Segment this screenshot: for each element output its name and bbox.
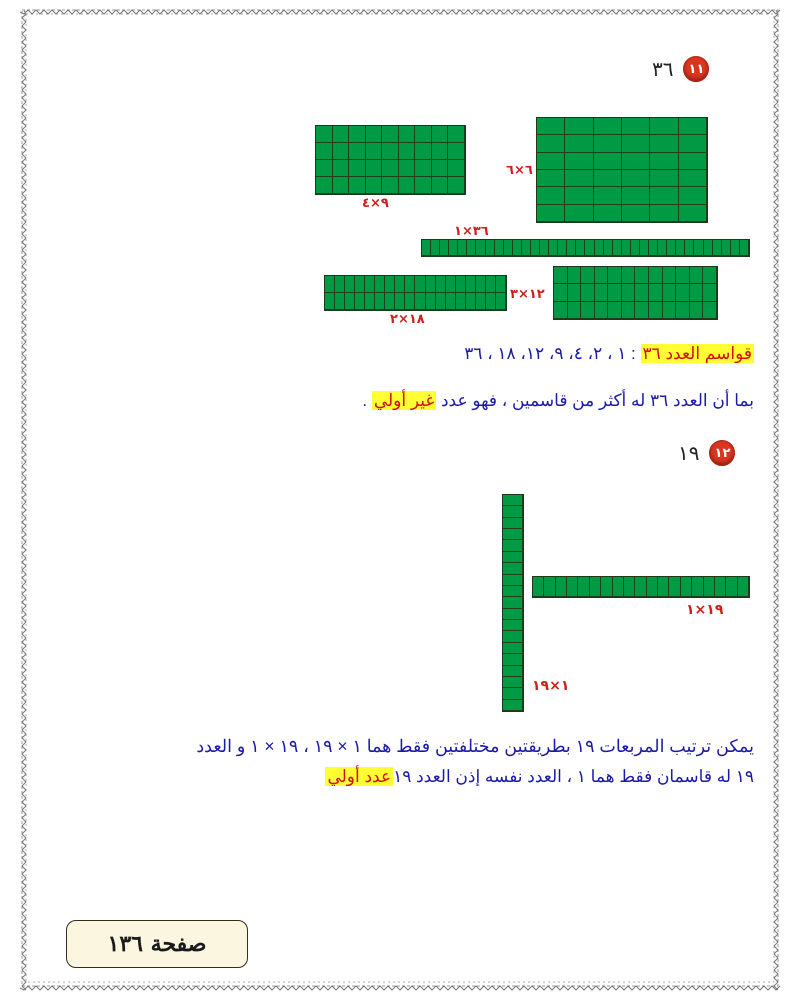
grid-cell: [366, 177, 383, 194]
grid-cell: [540, 240, 549, 256]
label-1x19: ١×١٩: [532, 678, 570, 694]
grid-cell: [537, 153, 565, 170]
grid-cell: [604, 240, 613, 256]
grid-cell: [565, 205, 593, 222]
grid-cell: [399, 177, 416, 194]
grid-cell: [667, 240, 676, 256]
grid-cell: [316, 143, 333, 160]
grid-cell: [679, 118, 707, 135]
factors-line: [464, 344, 754, 364]
q12-line-2-highlight: عدد أولي: [327, 767, 392, 786]
grid-cell: [486, 276, 496, 293]
grid-cell: [333, 143, 350, 160]
grid-cell: [325, 293, 335, 310]
grid-cell: [679, 187, 707, 204]
grid-cell: [503, 688, 523, 699]
grid-cell: [622, 267, 636, 284]
grid-cell: [568, 302, 582, 319]
grid-cell: [631, 240, 640, 256]
grid-cell: [503, 563, 523, 574]
grid-cell: [565, 187, 593, 204]
grid-cell: [713, 240, 722, 256]
label-18x2: ١٨×٢: [390, 312, 425, 327]
grid-cell: [649, 240, 658, 256]
conclusion-highlight: غير أولي: [373, 391, 435, 410]
grid-cell: [333, 160, 350, 177]
grid-cell: [590, 577, 601, 597]
grid-cell: [722, 240, 731, 256]
grid-cell: [608, 267, 622, 284]
grid-cell: [658, 240, 667, 256]
grid-1x19-vertical: [502, 494, 524, 712]
grid-cell: [476, 276, 486, 293]
grid-9x4: [315, 125, 466, 195]
grid-cell: [486, 293, 496, 310]
grid-cell: [537, 205, 565, 222]
label-9x4: ٩×٤: [362, 196, 389, 211]
grid-cell: [335, 293, 345, 310]
grid-cell: [601, 577, 612, 597]
grid-cell: [537, 118, 565, 135]
grid-cell: [635, 577, 646, 597]
grid-cell: [544, 577, 555, 597]
grid-cell: [650, 170, 678, 187]
grid-cell: [595, 302, 609, 319]
grid-cell: [466, 293, 476, 310]
grid-cell: [426, 276, 436, 293]
grid-cell: [731, 240, 740, 256]
grid-cell: [375, 276, 385, 293]
grid-cell: [690, 267, 704, 284]
grid-cell: [567, 577, 578, 597]
grid-cell: [533, 577, 544, 597]
page-number-box: [66, 920, 248, 968]
grid-cell: [333, 177, 350, 194]
grid-cell: [503, 597, 523, 608]
grid-cell: [415, 177, 432, 194]
grid-cell: [576, 240, 585, 256]
grid-cell: [432, 126, 449, 143]
grid-cell: [446, 293, 456, 310]
grid-cell: [366, 126, 383, 143]
grid-cell: [647, 577, 658, 597]
grid-cell: [422, 240, 431, 256]
grid-cell: [622, 118, 650, 135]
grid-cell: [738, 577, 749, 597]
grid-12x3: [553, 266, 718, 320]
grid-cell: [679, 170, 707, 187]
grid-cell: [448, 160, 465, 177]
grid-cell: [622, 153, 650, 170]
grid-cell: [622, 240, 631, 256]
grid-cell: [622, 302, 636, 319]
grid-cell: [365, 293, 375, 310]
grid-cell: [581, 284, 595, 301]
grid-cell: [594, 187, 622, 204]
grid-cell: [399, 143, 416, 160]
grid-cell: [635, 284, 649, 301]
grid-cell: [503, 700, 523, 711]
grid-cell: [382, 160, 399, 177]
grid-cell: [448, 143, 465, 160]
grid-cell: [345, 276, 355, 293]
grid-cell: [522, 240, 531, 256]
grid-cell: [595, 284, 609, 301]
factors-list: : ١ ، ٢، ٤، ٩، ١٢، ١٨ ، ٣٦: [464, 344, 641, 363]
grid-cell: [704, 240, 713, 256]
grid-cell: [703, 302, 717, 319]
grid-cell: [613, 240, 622, 256]
grid-cell: [349, 160, 366, 177]
grid-cell: [496, 276, 506, 293]
grid-cell: [496, 293, 506, 310]
grid-cell: [537, 187, 565, 204]
grid-cell: [415, 126, 432, 143]
grid-cell: [565, 170, 593, 187]
grid-cell: [385, 293, 395, 310]
grid-cell: [649, 302, 663, 319]
grid-cell: [624, 577, 635, 597]
grid-cell: [556, 577, 567, 597]
grid-cell: [585, 240, 594, 256]
grid-36x1: [421, 239, 750, 257]
grid-cell: [349, 143, 366, 160]
q12-line-2-prefix: ١٩ له قاسمان فقط هما ١ ، العدد نفسه إذن العدد ١٩: [393, 767, 754, 786]
grid-cell: [658, 577, 669, 597]
grid-cell: [504, 240, 513, 256]
grid-cell: [466, 276, 476, 293]
grid-cell: [635, 267, 649, 284]
grid-cell: [650, 135, 678, 152]
grid-cell: [554, 267, 568, 284]
grid-cell: [676, 267, 690, 284]
grid-cell: [426, 293, 436, 310]
grid-cell: [513, 240, 522, 256]
grid-cell: [650, 205, 678, 222]
grid-cell: [366, 160, 383, 177]
grid-cell: [382, 143, 399, 160]
grid-cell: [594, 118, 622, 135]
q12-line-1: يمكن ترتيب المربعات ١٩ بطريقتين مختلفتين فقط هما ١ × ١٩ ، ١٩ × ١ و العدد: [196, 736, 754, 756]
grid-cell: [503, 620, 523, 631]
grid-cell: [399, 126, 416, 143]
grid-cell: [703, 284, 717, 301]
grid-cell: [503, 575, 523, 586]
grid-cell: [594, 135, 622, 152]
grid-cell: [316, 126, 333, 143]
grid-cell: [458, 240, 467, 256]
grid-cell: [703, 267, 717, 284]
grid-cell: [595, 267, 609, 284]
grid-cell: [676, 284, 690, 301]
border-zigzag: [20, 986, 780, 990]
grid-cell: [355, 276, 365, 293]
grid-cell: [415, 160, 432, 177]
grid-19x1-horizontal: [532, 576, 750, 598]
grid-cell: [554, 302, 568, 319]
grid-cell: [495, 240, 504, 256]
grid-cell: [405, 293, 415, 310]
grid-cell: [676, 302, 690, 319]
grid-cell: [650, 153, 678, 170]
grid-cell: [349, 126, 366, 143]
grid-cell: [432, 177, 449, 194]
grid-cell: [415, 276, 425, 293]
grid-cell: [694, 240, 703, 256]
label-6x6: ٦×٦: [506, 163, 533, 178]
grid-cell: [335, 276, 345, 293]
question-11-badge: ١١: [683, 56, 709, 82]
grid-cell: [669, 577, 680, 597]
grid-cell: [385, 276, 395, 293]
grid-cell: [365, 276, 375, 293]
grid-cell: [349, 177, 366, 194]
grid-cell: [594, 170, 622, 187]
grid-6x6: [536, 117, 708, 223]
grid-cell: [679, 135, 707, 152]
grid-cell: [486, 240, 495, 256]
grid-cell: [503, 518, 523, 529]
grid-cell: [440, 240, 449, 256]
grid-cell: [316, 160, 333, 177]
grid-cell: [537, 170, 565, 187]
question-12-badge: ١٢: [709, 440, 735, 466]
grid-cell: [681, 577, 692, 597]
grid-cell: [432, 160, 449, 177]
page-number-label: صفحة ١٣٦: [107, 931, 207, 957]
grid-cell: [690, 302, 704, 319]
grid-cell: [567, 240, 576, 256]
grid-cell: [345, 293, 355, 310]
grid-cell: [456, 276, 466, 293]
grid-cell: [679, 153, 707, 170]
grid-cell: [613, 577, 624, 597]
grid-18x2: [324, 275, 507, 311]
border-zigzag: [774, 10, 778, 990]
grid-cell: [649, 267, 663, 284]
grid-cell: [568, 284, 582, 301]
grid-cell: [436, 293, 446, 310]
grid-cell: [650, 118, 678, 135]
grid-cell: [325, 276, 335, 293]
grid-cell: [476, 240, 485, 256]
grid-cell: [704, 577, 715, 597]
grid-cell: [685, 240, 694, 256]
grid-cell: [595, 240, 604, 256]
grid-cell: [622, 284, 636, 301]
grid-cell: [726, 577, 737, 597]
grid-cell: [366, 143, 383, 160]
grid-cell: [448, 126, 465, 143]
grid-cell: [395, 293, 405, 310]
grid-cell: [399, 160, 416, 177]
grid-cell: [622, 187, 650, 204]
question-12-header: [678, 440, 735, 466]
grid-cell: [503, 506, 523, 517]
grid-cell: [467, 240, 476, 256]
grid-cell: [503, 643, 523, 654]
label-19x1: ١٩×١: [686, 602, 724, 618]
grid-cell: [503, 666, 523, 677]
grid-cell: [715, 577, 726, 597]
grid-cell: [503, 540, 523, 551]
grid-cell: [382, 177, 399, 194]
grid-cell: [446, 276, 456, 293]
grid-cell: [692, 577, 703, 597]
grid-cell: [578, 577, 589, 597]
q12-line-2: [325, 767, 754, 787]
grid-cell: [581, 267, 595, 284]
conclusion-suffix: .: [362, 391, 372, 410]
grid-cell: [663, 284, 677, 301]
grid-cell: [622, 170, 650, 187]
grid-cell: [503, 552, 523, 563]
grid-cell: [640, 240, 649, 256]
grid-cell: [531, 240, 540, 256]
grid-cell: [679, 205, 707, 222]
grid-cell: [594, 153, 622, 170]
grid-cell: [382, 126, 399, 143]
grid-cell: [565, 153, 593, 170]
grid-cell: [415, 143, 432, 160]
grid-cell: [436, 276, 446, 293]
grid-cell: [448, 177, 465, 194]
grid-cell: [558, 240, 567, 256]
label-12x3: ١٢×٣: [510, 287, 545, 302]
question-12-number: ١٩: [678, 441, 700, 465]
grid-cell: [431, 240, 440, 256]
grid-cell: [554, 284, 568, 301]
grid-cell: [503, 586, 523, 597]
grid-cell: [690, 284, 704, 301]
grid-cell: [608, 284, 622, 301]
grid-cell: [355, 293, 365, 310]
grid-cell: [449, 240, 458, 256]
border-zigzag: [22, 10, 26, 990]
grid-cell: [622, 135, 650, 152]
grid-cell: [549, 240, 558, 256]
grid-cell: [565, 118, 593, 135]
conclusion-line: [362, 391, 754, 411]
grid-cell: [565, 135, 593, 152]
factors-label: قواسم العدد ٣٦: [642, 344, 752, 363]
grid-cell: [594, 205, 622, 222]
grid-cell: [432, 143, 449, 160]
grid-cell: [476, 293, 486, 310]
grid-cell: [676, 240, 685, 256]
grid-cell: [503, 654, 523, 665]
grid-cell: [663, 302, 677, 319]
grid-cell: [405, 276, 415, 293]
grid-cell: [456, 293, 466, 310]
grid-cell: [503, 609, 523, 620]
grid-cell: [316, 177, 333, 194]
grid-cell: [333, 126, 350, 143]
grid-cell: [537, 135, 565, 152]
grid-cell: [503, 495, 523, 506]
grid-cell: [622, 205, 650, 222]
grid-cell: [568, 267, 582, 284]
grid-cell: [740, 240, 749, 256]
question-11-number: ٣٦: [652, 57, 674, 81]
question-11-header: [652, 56, 709, 82]
grid-cell: [375, 293, 385, 310]
grid-cell: [663, 267, 677, 284]
border-zigzag: [20, 10, 780, 14]
conclusion-prefix: بما أن العدد ٣٦ له أكثر من قاسمين ، فهو عدد: [436, 391, 754, 410]
grid-cell: [581, 302, 595, 319]
grid-cell: [649, 284, 663, 301]
grid-cell: [503, 677, 523, 688]
grid-cell: [503, 529, 523, 540]
grid-cell: [415, 293, 425, 310]
grid-cell: [503, 631, 523, 642]
grid-cell: [395, 276, 405, 293]
grid-cell: [608, 302, 622, 319]
grid-cell: [650, 187, 678, 204]
label-36x1: ٣٦×١: [454, 224, 489, 239]
grid-cell: [635, 302, 649, 319]
